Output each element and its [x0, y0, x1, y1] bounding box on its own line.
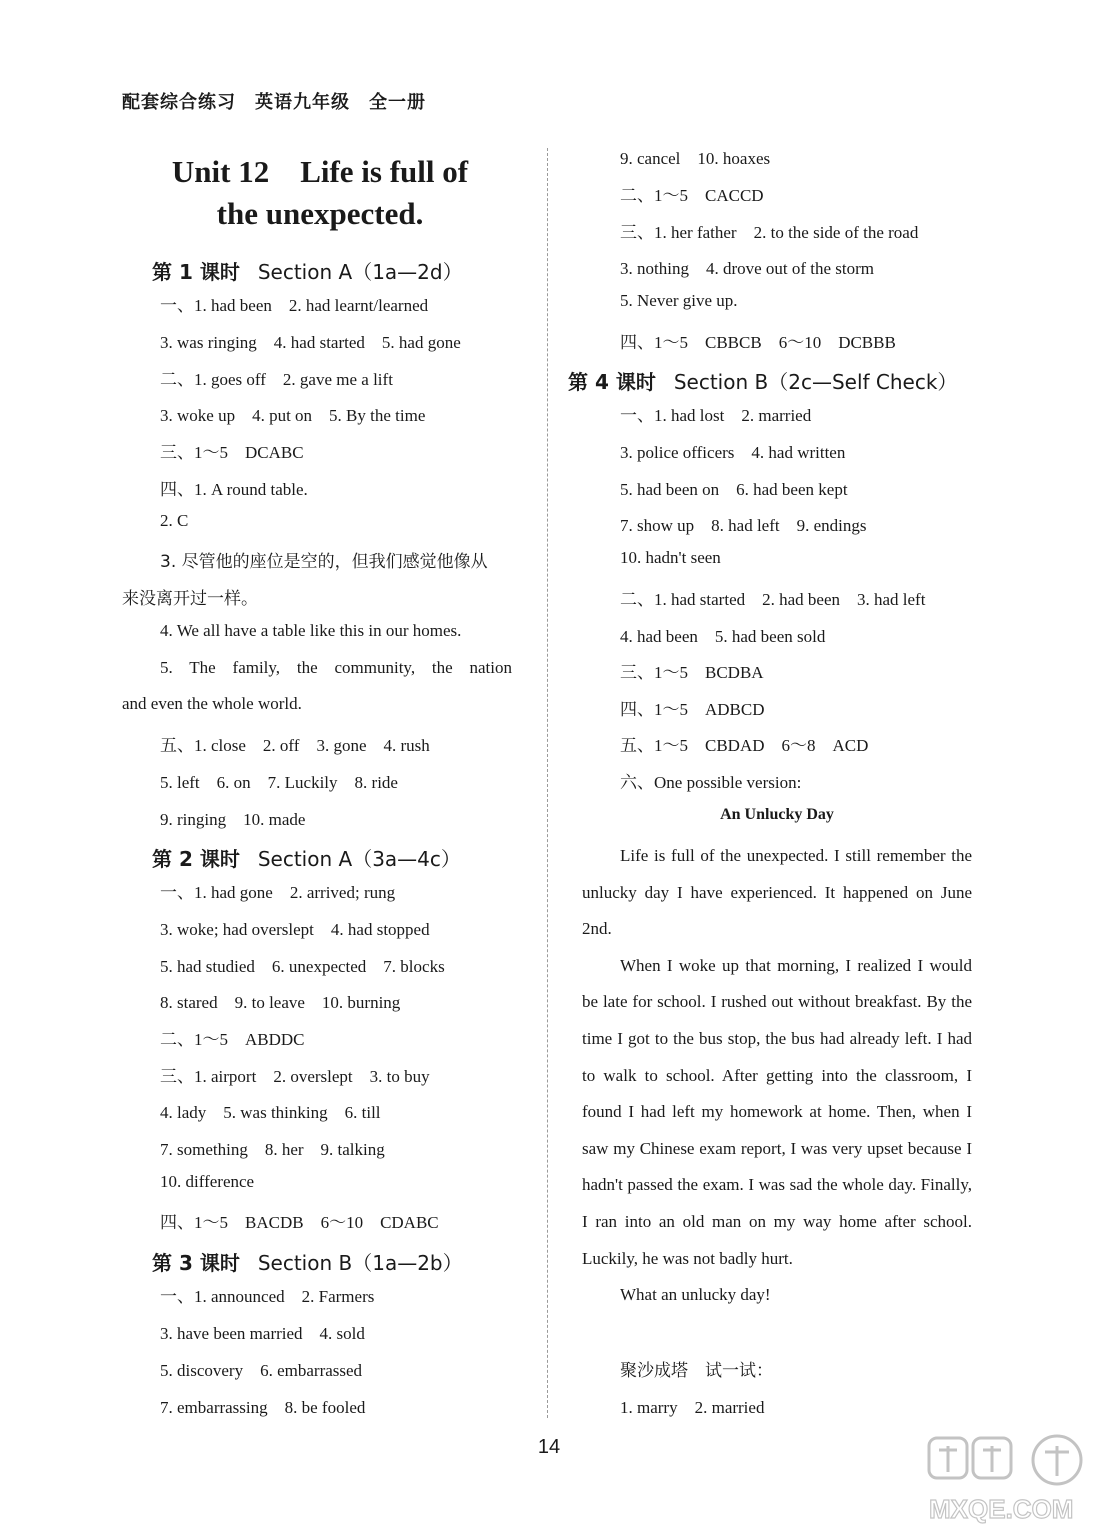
answer-line: 3. woke up 4. put on 5. By the time: [160, 406, 426, 425]
answer-line: 四、1～5 BACDB 6～10 CDABC: [160, 1213, 439, 1232]
answer-line: 二、1～5 ABDDC: [160, 1030, 305, 1049]
answer-line: 7. show up 8. had left 9. endings: [620, 516, 867, 535]
answer-line: 来没离开过一样。: [122, 589, 258, 609]
answer-line: 10. difference: [160, 1172, 255, 1191]
answer-line: 3. was ringing 4. had started 5. had gone: [160, 333, 461, 352]
section-name: Section A（1a—2d）: [257, 260, 463, 284]
answer-line: 8. stared 9. to leave 10. burning: [160, 993, 401, 1012]
answer-line: 三、1. airport 2. overslept 3. to buy: [160, 1067, 430, 1086]
answer-line: 9. cancel 10. hoaxes: [620, 149, 771, 168]
answer-line: 5. had studied 6. unexpected 7. blocks: [160, 957, 445, 976]
answer-line: 2. C: [160, 511, 189, 530]
column-divider: [547, 148, 548, 1418]
answer-line: 二、1～5 CACCD: [620, 186, 764, 205]
answer-line: 二、1. goes off 2. gave me a lift: [160, 370, 393, 389]
answer-line: 4. had been 5. had been sold: [620, 627, 826, 646]
answer-line: 三、1～5 DCABC: [160, 443, 304, 462]
unit-title-line-1: Unit 12 Life is full of: [171, 154, 469, 189]
section-heading-2: [152, 843, 461, 872]
section-heading-4: [568, 366, 957, 395]
essay-body: [582, 838, 972, 1314]
answer-line: 5. The family, the community, the nation: [160, 658, 512, 677]
answer-line: 六、One possible version:: [620, 773, 802, 792]
page-number: 14: [537, 1436, 561, 1458]
answer-line: 一、1. had gone 2. arrived; rung: [160, 883, 396, 902]
essay-title: An Unlucky Day: [720, 806, 834, 823]
essay-paragraph: When I woke up that morning, I realized I would be late for school. I rushed out without breakfast. By the time I got to the bus stop, the bus had already left. I had to walk to school. After getting into the classroom, I found I had left my homework at home. Then, when I saw my Chinese exam report, I was very upset because I hadn't passed the exam. I was sad the whole day. Finally, I ran into an old man on my way home after school. Luckily, he was not badly hurt.: [582, 955, 972, 1268]
answer-line: 3. police officers 4. had written: [620, 443, 846, 462]
lesson-label: 第 2 课时: [152, 847, 240, 871]
section-name: Section A（3a—4c）: [257, 847, 461, 871]
section-name: Section B（1a—2b）: [257, 1251, 463, 1275]
section-name: Section B（2c—Self Check）: [673, 370, 958, 394]
answer-line: and even the whole world.: [122, 694, 302, 713]
watermark-text: MXQE.COM: [929, 1494, 1074, 1524]
answer-line: 一、1. had been 2. had learnt/learned: [160, 296, 429, 315]
answer-line: 1. marry 2. married: [620, 1398, 765, 1417]
answer-line: 四、1～5 ADBCD: [620, 700, 765, 719]
answer-line: 9. ringing 10. made: [160, 810, 306, 829]
answer-line: 3. nothing 4. drove out of the storm: [620, 259, 875, 278]
answer-line: 5. Never give up.: [620, 291, 738, 310]
lesson-label: 第 3 课时: [152, 1251, 240, 1275]
answer-line: 7. something 8. her 9. talking: [160, 1140, 385, 1159]
answer-line: 四、1. A round table.: [160, 480, 308, 499]
answer-line: 五、1. close 2. off 3. gone 4. rush: [160, 736, 430, 755]
answer-line: 三、1. her father 2. to the side of the road: [620, 223, 919, 242]
essay-paragraph: Life is full of the unexpected. I still remember the unlucky day I have experienced. It happened on June 2nd.: [582, 846, 972, 939]
answer-line: 3. have been married 4. sold: [160, 1324, 365, 1343]
essay-paragraph: What an unlucky day!: [620, 1285, 771, 1305]
unit-title-line-2: the unexpected.: [216, 196, 424, 231]
section-heading-3: [152, 1247, 463, 1276]
watermark-logo: [925, 1432, 1090, 1527]
section-heading-1: [152, 256, 463, 285]
book-header: 配套综合练习 英语九年级 全一册: [122, 92, 426, 113]
answer-line: 10. hadn't seen: [620, 548, 721, 567]
answer-line: 二、1. had started 2. had been 3. had left: [620, 590, 926, 609]
answer-line: 四、1～5 CBBCB 6～10 DCBBB: [620, 333, 896, 352]
answer-line: 5. left 6. on 7. Luckily 8. ride: [160, 773, 398, 792]
answer-line: 4. We all have a table like this in our homes.: [160, 621, 462, 640]
answer-line: 一、1. announced 2. Farmers: [160, 1287, 375, 1306]
answer-line: 五、1～5 CBDAD 6～8 ACD: [620, 736, 869, 755]
lesson-label: 第 4 课时: [568, 370, 656, 394]
answer-line: 一、1. had lost 2. married: [620, 406, 812, 425]
answer-line: 4. lady 5. was thinking 6. till: [160, 1103, 381, 1122]
answer-line: 3. 尽管他的座位是空的，但我们感觉他像从: [160, 552, 488, 572]
answer-line: 5. had been on 6. had been kept: [620, 480, 848, 499]
answer-line: 3. woke; had overslept 4. had stopped: [160, 920, 430, 939]
answer-line: 7. embarrassing 8. be fooled: [160, 1398, 366, 1417]
answer-line: 5. discovery 6. embarrassed: [160, 1361, 363, 1380]
answer-line: 三、1～5 BCDBA: [620, 663, 764, 682]
lesson-label: 第 1 课时: [152, 260, 240, 284]
practice-heading: 聚沙成塔 试一试：: [620, 1361, 773, 1381]
